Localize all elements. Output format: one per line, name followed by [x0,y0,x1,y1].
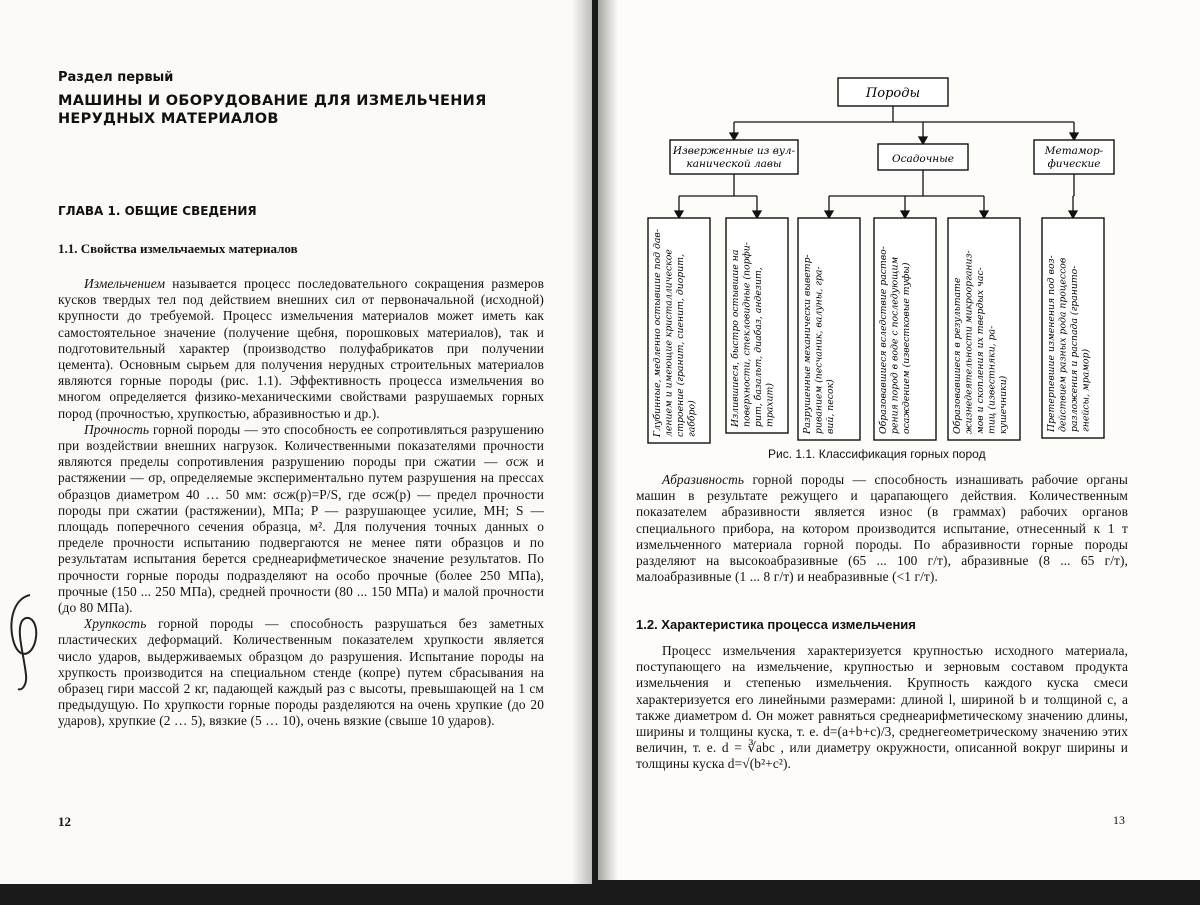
paragraph-brittleness [58,616,544,729]
diagram-level2-line: тиц (известняки, ра- [986,325,998,434]
page-gutter-shadow [572,0,592,884]
diagram-level1-label: Метамор- [1044,145,1104,157]
left-page-body [58,276,544,730]
right-page-body-1 [636,472,1128,585]
paragraph-grinding-text: называется процесс последовательного сокращения размеров кусков твердых тел под действием внешних сил от первоначальной (исходной) крупности до требуемой. Процесс измельчения материалов может иметь как самостоятельное значение (получение щебня, порошковых материалов), так и подготовительный характер (производство полуфабрикатов при получении цемента). Основным сырьем для получения нерудных строительных материалов являются горные породы (рис. 1.1). Эффективность процесса измельчения во многом определяется физико-механическими свойствами разрушаемых горных пород (прочностью, хрупкостью, абразивностью и др.). [58,276,544,421]
page-number-right: 13 [1113,813,1125,827]
diagram-level1-label: канической лавы [686,158,782,170]
page-number-left: 12 [58,814,71,829]
handwritten-scribble [0,585,50,695]
diagram-level2-line: мов и скопления их твердых час- [975,267,986,434]
arrow-head [825,211,833,218]
diagram-root-label: Породы [865,86,921,101]
diagram-level2-line: Глубинные, медленно остывшие под дав- [652,229,663,437]
term-abrasiveness: Абразивность [662,472,745,487]
diagram-level2-line: трахит) [764,383,776,427]
arrow-head [675,211,683,218]
chapter-title: ГЛАВА 1. ОБЩИЕ СВЕДЕНИЯ [58,204,257,218]
arrow-head [1070,133,1078,140]
arrow-head [980,211,988,218]
diagram-level2-line: риванием (песчаник, валуны, гра- [813,266,825,434]
term-strength: Прочность [84,421,150,437]
page-gutter-shadow-right [598,0,618,880]
arrow-head [1069,211,1077,218]
section-title-line2: НЕРУДНЫХ МАТЕРИАЛОВ [58,111,279,127]
section-label: Раздел первый [58,70,174,85]
right-page-body-2 [636,643,1128,773]
section-title-line1: МАШИНЫ И ОБОРУДОВАНИЕ ДЛЯ ИЗМЕЛЬЧЕНИЯ [58,93,487,109]
diagram-level1-label: Осадочные [892,153,954,165]
term-brittleness: Хрупкость [84,616,147,632]
diagram-level2-line: действием разных рода процессов [1057,257,1069,432]
paragraph-strength [58,422,544,616]
diagram-level2-line: вий, песок) [825,379,836,434]
paragraph-grinding [58,276,544,422]
diagram-level2-line: поверхности, стекловидные (порфи- [741,242,753,427]
diagram-level2-text [878,246,912,434]
paragraph-brittleness-text: горной породы — способность разрушаться без заметных пластических деформаций. Количественным показателем хрупкости является число ударов, выдерживаемых образцом до разрушения. Испытание породы на хрупкость производится на специальном стенде (копре) путем сбрасывания на образец гири массой 2 кг, падающей каждый раз с высоты, превышающей на 1 см предыдущую. По хрупкости горные породы разделяются на очень хрупкие (до 20 ударов), хрупкие (2 … 5), вязкие (5 … 10), очень вязкие (свыше 10 ударов). [58,616,544,729]
diagram-level1-label: Изверженные из вул- [672,145,796,157]
diagram-level2-line: рения пород в воде с последующим [889,256,901,434]
diagram-level2-line: разложения и распада (гранито- [1069,265,1080,432]
diagram-level2-line: лением и имеющие кристаллическое [663,249,675,437]
diagram-level2-line: жизнедеятельности микроорганиз- [963,250,975,434]
diagram-level2-line: Претерпевшие изменения под воз- [1046,255,1057,432]
diagram-level2-line: строение (гранит, сиенит, диорит, [675,253,686,437]
subsection-title-1-1: 1.1. Свойства измельчаемых материалов [58,241,298,256]
paragraph-process: Процесс измельчения характеризуется крупностью исходного материала, поступающего на измельчение, крупностью и зерновым составом продукта измельчения и степенью измельчения. Крупность каждого куска смеси характеризуется его линейными размерами: длиной l, шириной b и толщиной c, а также диаметром d. Он может равняться среднеарифметическому значению длины, ширины и толщины куска, т. е. d=(a+b+c)/3, среднегеометрическому значению этих величин, т. е. d = ∛abc , или диаметру окружности, описанной вокруг ширины и толщины куска d=√(b²+c²). [636,643,1128,772]
arrow-head [753,211,761,218]
left-page [0,0,592,884]
diagram-level2-line: осаждением (известковые туфы) [901,262,912,434]
diagram-level2-line: Образовавшиеся вследствие раство- [878,246,889,434]
rock-classification-diagram [618,70,1138,450]
right-page [598,0,1200,880]
diagram-level2-line: кушечники) [998,375,1009,434]
term-grinding: Измельчением [84,276,166,291]
diagram-level2-line: рит, базальт, диабаз, андезит, [753,267,764,427]
subsection-title-1-2: 1.2. Характеристика процесса измельчения [636,617,916,632]
paragraph-abrasiveness [636,472,1128,585]
diagram-level2-line: гнейсы, мрамор) [1080,348,1092,432]
section-title [58,92,487,128]
paragraph-strength-text: горной породы — это способность ее сопротивляться разрушению при воздействии внешних нагрузок. Количественными показателями прочности являются пределы сопротивления разрушению породы при сжатии — σсж и растяжении — σр, определяемые экспериментально путем разрушения на прессах образцов диаметром 40 … 50 мм: σсж(р)=P/S, где σсж(р) — предел прочности породы при сжатии (растяжении), МПа; P — разрушающее усилие, МН; S — площадь поперечного сечения образца, м². Для получения точных данных о пределе прочности испытанию подвергаются не менее пяти образцов и по результатам испытания берется среднеарифметическое значение результатов. По прочности горные породы подразделяют на особо прочные (более 250 МПа), прочные (150 ... 250 МПа), средней прочности (80 ... 150 МПа) и малой прочности (до 80 МПа). [58,421,544,616]
arrow-head [919,137,927,144]
diagram-level2-line: Образовавшиеся в результате [952,277,963,434]
figure-caption: Рис. 1.1. Классификация горных пород [768,447,986,461]
diagram-level2-line: Разрушенные механически выветр- [802,254,813,434]
diagram-level1-label: фические [1047,158,1101,170]
paragraph-abrasiveness-text: горной породы — способность изнашивать рабочие органы машин в результате режущего и царапающего действия. Количественным показателем абразивности является износ (в граммах) рабочих органов специального прибора, на котором производится испытание, отнесенный к 1 т измельченного материала горной породы. По абразивности горные породы разделяют на высокоабразивные (65 ... 100 г/т), абразивные (8 ... 65 г/т), малоабразивные (1 ... 8 г/т) и неабразивные (<1 г/т). [636,472,1128,585]
arrow-head [901,211,909,218]
arrow-head [730,133,738,140]
diagram-level2-line: габбро) [686,400,698,437]
diagram-level2-line: Излившиеся, быстро остывшие на [730,249,741,427]
